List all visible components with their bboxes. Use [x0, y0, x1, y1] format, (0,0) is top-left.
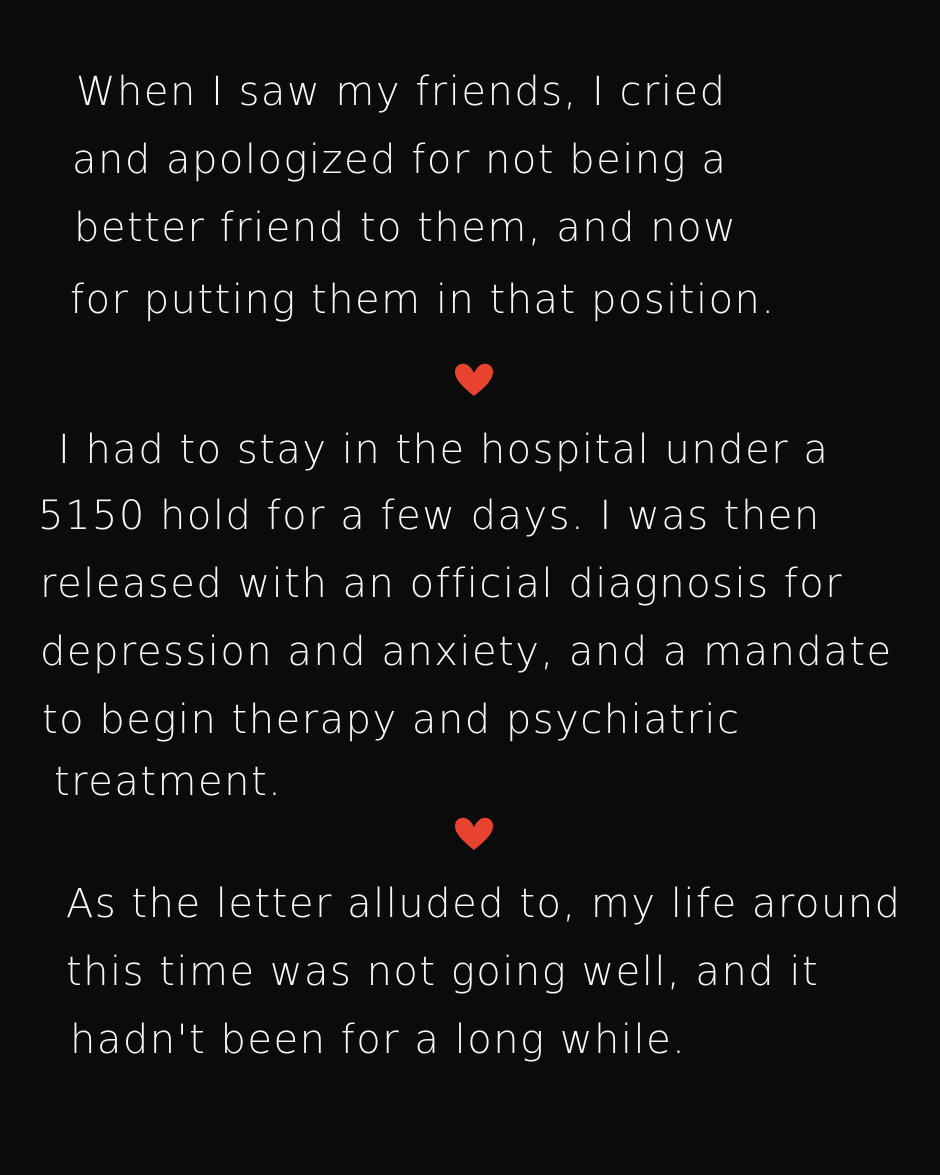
heart-icon [452, 360, 496, 400]
paragraph-line: When I saw my friends, I cried [76, 69, 727, 115]
paragraph-line: 5150 hold for a few days. I was then [38, 493, 821, 539]
paragraph-line: to begin therapy and psychiatric [42, 697, 741, 743]
paragraph-line: this time was not going well, and it [66, 949, 820, 995]
heart-icon [452, 814, 496, 854]
heart-icon-svg [452, 360, 496, 400]
paragraph-line: I had to stay in the hospital under a [58, 427, 830, 473]
paragraph-line: better friend to them, and now [74, 205, 738, 251]
paragraph-line: and apologized for not being a [72, 137, 728, 183]
paragraph-line: depression and anxiety, and a mandate [40, 629, 893, 675]
heart-icon-svg [452, 814, 496, 854]
paragraph-line: As the letter alluded to, my life around [66, 881, 902, 927]
paragraph-line: released with an official diagnosis for [40, 561, 844, 607]
paragraph-line: for putting them in that position. [70, 277, 776, 323]
paragraph-line: hadn't been for a long while. [70, 1017, 687, 1063]
paragraph-line: treatment. [54, 759, 283, 805]
